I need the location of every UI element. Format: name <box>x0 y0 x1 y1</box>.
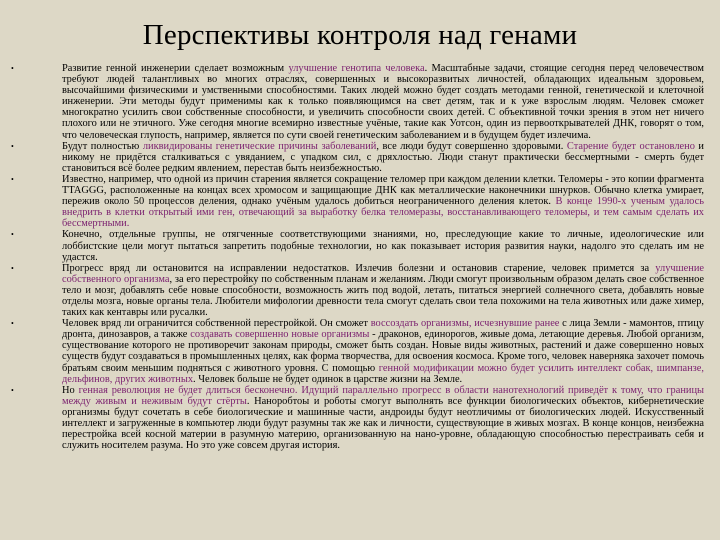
highlight-text: воссоздать организмы, исчезнувшие ранее <box>370 318 560 330</box>
bullet-icon: • <box>11 319 14 329</box>
item-text: Будут полностью <box>62 140 143 152</box>
list-item <box>0 385 720 452</box>
highlight-text: В конце 1990-х ученым удалось внедрить в клетки открытый ими ген, отвечающий за выработку белка теломеразы, восстанавливающего теломеры, и тем самым сделать их бессмертными. <box>62 196 704 230</box>
list-item <box>0 263 720 318</box>
item-text: Конечно, отдельные группы, не отягченные соответствующими знаниями, но, преследующие какие то личные, идеологические или лоббистские цели могут пытаться запретить подобные технологии, но как показывает история развития науки, надолго это сделать им не удастся. <box>62 229 704 263</box>
bullet-icon: • <box>11 263 14 273</box>
highlight-text: ликвидированы генетические причины заболеваний <box>142 140 377 152</box>
item-text: Известно, например, что одной из причин старения является сокращение теломер при каждом делении клетки. Теломеры - это копии фрагмента TTAGGG, расположенные на концах всех хромосом и защищающие ДНК как металлические наконечники шнурков. Обычно клетка умирает, пережив около 50 процессов деления, однако учёным удалось добиться неограниченного деления клеток. <box>62 173 704 208</box>
list-item <box>0 229 720 262</box>
item-text: Но <box>62 384 79 396</box>
list-item <box>0 174 720 229</box>
item-text: . Наноробтоы и роботы смогут выполнять все функции биологических объектов, кибернетические организмы будут сочетать в себе биологические и машинные части, андроиды будут неотличимы от биологических людей. Искусственный интеллект и загруженные в компьютер люди будут разумны так же как и личности, существующие в живых мозгах. В конце концов, неизбежна перестройка всей косной материи в разумную материю, организованную на нано-уровне, обладающую способностью перестраивать себя и служить носителем разума. Но это уже совсем другая история. <box>62 395 704 452</box>
highlight-text: создавать совершенно новые организмы <box>190 329 370 341</box>
item-text: , за его перестройку по собственным планам и желаниям. Люди смогут произвольным образом делать свое собственное тело и мозг, добавлять себе новые способности, возможность жить под водой, летать, питаться энергией солнечного света, добавлять новые отделы мозга, новые органы тела. Любители мифологии древности тела смогут сделать свои тела похожими на тела животных или даже химер, таких как кентавры или русалки. <box>62 273 705 319</box>
list-item <box>0 318 720 385</box>
highlight-text: улучшение собственного организма <box>62 262 704 285</box>
bullet-icon: • <box>11 141 14 151</box>
highlight-text: генной модификации можно будет усилить интеллект собак, шимпанзе, дельфинов, других животных <box>62 362 704 385</box>
item-text: Прогресс вряд ли остановится на исправлении недостатков. Излечив болезни и остановив старение, человек примется за <box>62 262 656 274</box>
item-text: , все люди будут совершенно здоровыми. <box>376 140 567 152</box>
bullet-list <box>0 63 720 451</box>
bullet-icon: • <box>11 64 14 73</box>
highlight-text: улучшение генотипа человека <box>288 63 425 74</box>
highlight-text: генная революция не будет длиться бесконечно. Идущий параллельно прогресс в области нанотехнологий приведёт к тому, что границы между живым и неживым будут стёрты <box>62 384 704 407</box>
item-text: . Человек больше не будет одинок в царстве жизни на Земле. <box>193 373 463 385</box>
bullet-icon: • <box>11 230 14 240</box>
page-title: Перспективы контроля над генами <box>142 19 578 51</box>
item-text: - драконов, единорогов, живые дома, летающие деревья. Любой организм, существование которого не противоречит законам природы, сможет быть создан. Новые виды животных, растений и даже совершенно новых существ будут создаваться в промышленных целях, как форма творчества, для освоения космоса. Кроме того, человек наверняка захочет помочь братьям своим меньшим подняться с животного уровня. С помощью <box>62 329 704 374</box>
item-text: Человек вряд ли ограничится собственной перестройкой. Он сможет <box>62 318 371 330</box>
item-text: и никому не придётся сталкиваться с увяданием, с упадком сил, с дряхлостью. Люди станут практически бессмертными - смерть будет становиться всё более редким явлением, перестав быть неизбежностью. <box>62 140 704 174</box>
item-text: с лица Земли - мамонтов, птицу дронта, динозавров, а также <box>62 318 704 341</box>
bullet-icon: • <box>11 174 14 184</box>
bullet-icon: • <box>11 385 14 395</box>
list-item <box>0 63 720 141</box>
item-text: . Масштабные задачи, стоящие сегодня перед человечеством требуют людей талантливых во многих отраслях, совершенных и высокоразвитых личностей, обладающих идеальным здоровьем, высочайшими физическими и умственными способностями. Таких людей можно будет создать методами генной, генетической и клеточной инженерии. Эти методы будут применимы как к только появляющимся на свет детям, так и к уже взрослым людям. Человек сможет многократно усилить свои собственные способности, и увеличить способности своих детей. С объективной точки зрения в этом нет ничего плохого или не этичного. Уже сегодня многие всемирно известные учёные, такие как Уотсон, один из первооткрывателей ДНК, говорят о том, что человеческая глупость, например, является по сути своей генетическим заболеванием и в будущем будет излечима. <box>62 63 704 141</box>
item-text: Развитие генной инженерии сделает возможным <box>62 63 289 74</box>
highlight-text: Старение будет остановлено <box>566 140 695 152</box>
list-item <box>0 141 720 174</box>
